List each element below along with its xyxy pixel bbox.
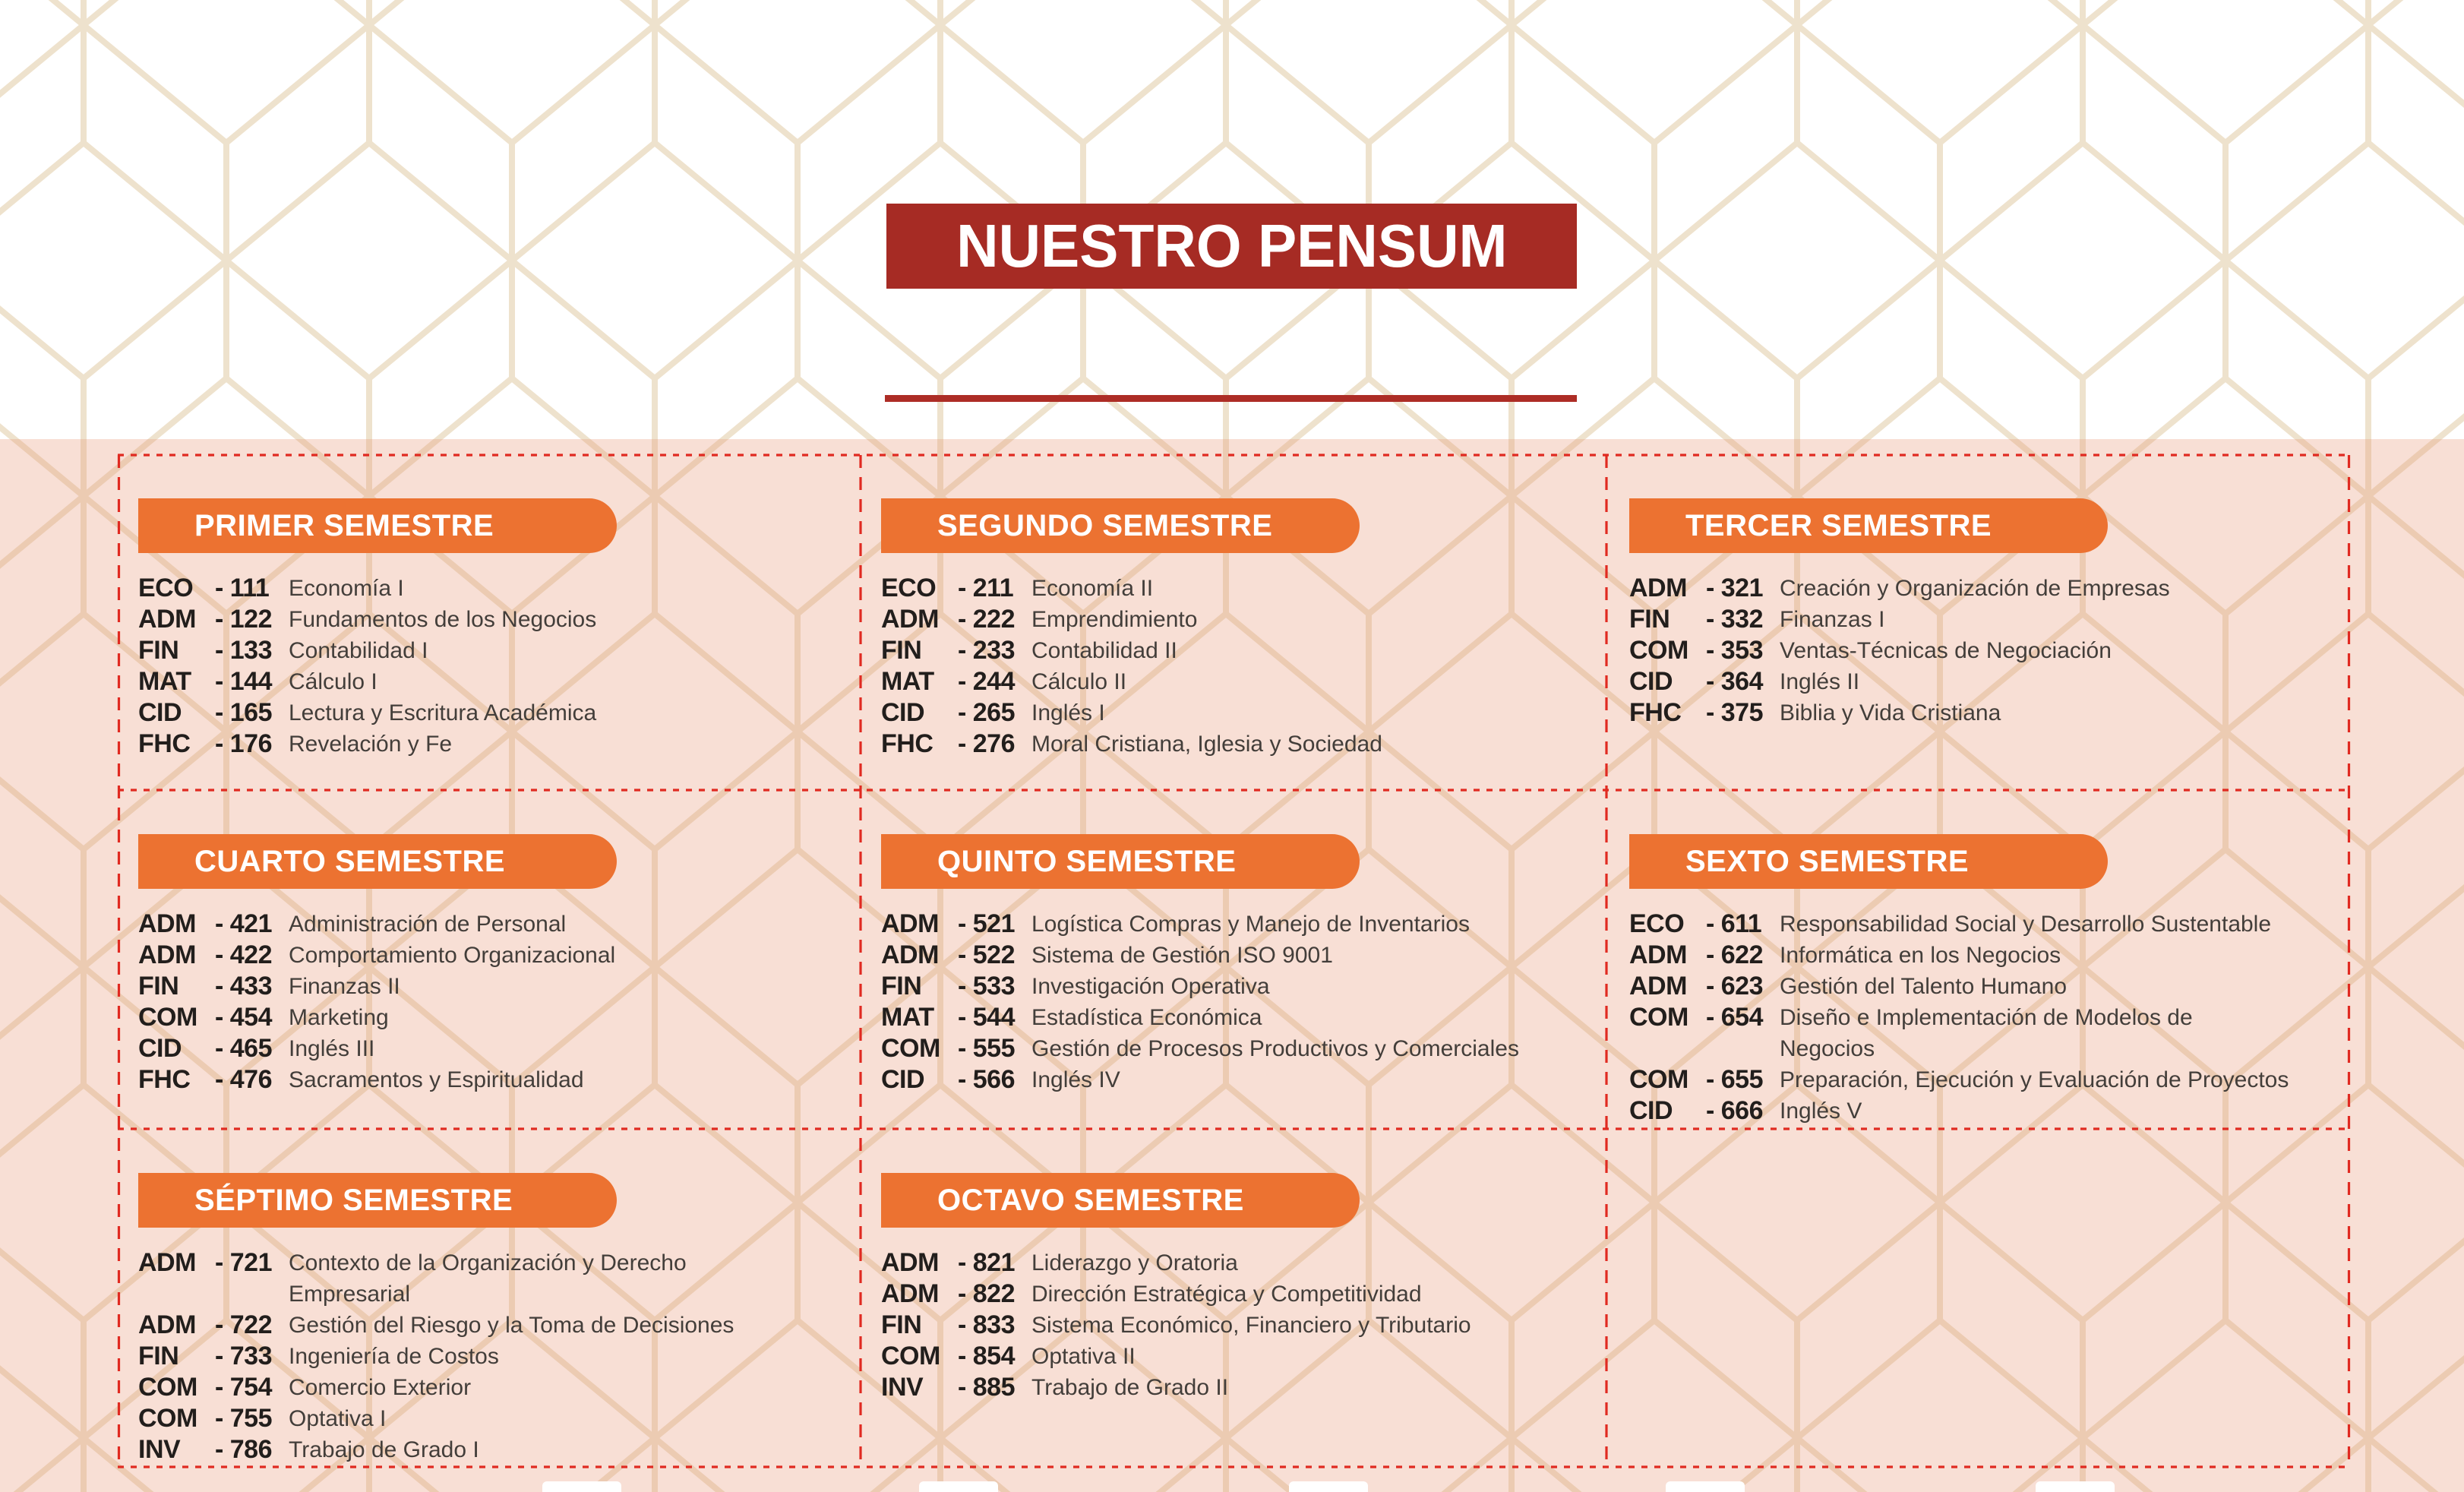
course-title: Trabajo de Grado I [289,1437,479,1462]
course-row [138,697,852,729]
course-title: Ventas-Técnicas de Negociación [1780,638,2112,663]
course-title: Trabajo de Grado II [1031,1375,1229,1400]
course-title-line-1: Contexto de la Organización y Derecho [289,1250,687,1275]
course-row [138,1247,852,1310]
course-code: CID [881,1065,925,1094]
course-code: ADM [1629,940,1687,969]
course-code: COM [881,1342,940,1370]
semester-5-header [881,834,1360,889]
course-title: Sacramentos y Espiritualidad [289,1067,584,1092]
course-number: - 476 [215,1065,272,1094]
course-code: ADM [138,1248,196,1277]
course-code: INV [138,1435,181,1464]
course-title: Economía II [1031,576,1154,601]
course-title: Contabilidad I [289,638,428,663]
course-number: - 421 [215,909,272,938]
course-title: Emprendimiento [1031,607,1198,632]
course-code: FHC [1629,698,1682,727]
course-title-line-2: Empresarial [289,1282,411,1307]
course-row [1629,971,2350,1002]
course-code: MAT [138,667,191,696]
course-title: Comercio Exterior [289,1375,472,1400]
course-title: Comportamiento Organizacional [289,943,616,968]
course-number: - 332 [1706,605,1763,634]
course-title: Ingeniería de Costos [289,1344,499,1369]
semester-2-title: SEGUNDO SEMESTRE [937,508,1273,542]
course-row [881,909,1595,940]
course-title: Inglés II [1780,669,1860,694]
course-number: - 622 [1706,940,1763,969]
course-number: - 211 [958,574,1014,602]
semester-8-header [881,1173,1360,1228]
course-code: ADM [881,940,939,969]
course-number: - 122 [215,605,272,634]
course-title: Optativa I [289,1406,387,1431]
course-row [1629,909,2350,940]
course-code: ADM [138,1310,196,1339]
course-title: Moral Cristiana, Iglesia y Sociedad [1031,732,1382,757]
course-number: - 623 [1706,972,1763,1000]
course-number: - 144 [215,667,272,696]
course-row [138,1403,852,1434]
semester-block-5 [881,834,1595,1095]
course-code: ADM [881,1279,939,1308]
semester-1-title: PRIMER SEMESTRE [194,508,494,542]
course-code: COM [138,1404,197,1433]
course-title: Optativa II [1031,1344,1136,1369]
course-code: FIN [138,1342,179,1370]
course-number: - 666 [1706,1096,1763,1125]
course-code: ADM [881,909,939,938]
course-row [881,573,1595,604]
bottom-tab [1289,1481,1368,1492]
semester-block-6 [1629,834,2350,1127]
course-number: - 465 [215,1034,272,1063]
course-code: CID [138,1034,182,1063]
course-row [881,697,1595,729]
course-number: - 544 [958,1003,1015,1032]
course-row [881,729,1595,760]
course-row [1629,1002,2350,1064]
semester-block-3 [1629,498,2350,729]
course-number: - 433 [215,972,272,1000]
course-number: - 133 [215,636,272,665]
course-title: Investigación Operativa [1031,974,1270,999]
course-row [138,1310,852,1341]
course-title: Gestión del Talento Humano [1780,974,2068,999]
semester-5-title: QUINTO SEMESTRE [937,844,1237,878]
semester-block-7 [138,1173,852,1465]
course-title: Revelación y Fe [289,732,453,757]
bottom-tab [1666,1481,1745,1492]
course-code: ADM [1629,972,1687,1000]
course-title: Liderazgo y Oratoria [1031,1250,1238,1275]
course-row [881,971,1595,1002]
course-code: COM [138,1373,197,1402]
course-code: CID [138,698,182,727]
course-row [138,729,852,760]
course-number: - 755 [215,1404,272,1433]
course-number: - 364 [1706,667,1763,696]
course-code: COM [1629,1003,1688,1032]
course-number: - 222 [958,605,1015,634]
course-number: - 733 [215,1342,272,1370]
course-row [1629,1095,2350,1127]
course-number: - 611 [1706,909,1762,938]
course-code: ADM [138,605,196,634]
course-code: FIN [881,972,922,1000]
semester-6-header [1629,834,2108,889]
course-code: MAT [881,667,934,696]
course-code: MAT [881,1003,934,1032]
course-title: Informática en los Negocios [1780,943,2061,968]
semester-4-title: CUARTO SEMESTRE [194,844,506,878]
course-row [138,573,852,604]
course-row [881,1064,1595,1095]
course-title: Marketing [289,1005,389,1030]
semester-block-4 [138,834,852,1095]
course-title: Gestión de Procesos Productivos y Comerciales [1031,1036,1519,1061]
course-code: COM [1629,1065,1688,1094]
semester-3-header [1629,498,2108,553]
course-title: Finanzas I [1780,607,1885,632]
course-row [1629,573,2350,604]
course-title: Cálculo II [1031,669,1127,694]
course-title: Cálculo I [289,669,377,694]
page-title: NUESTRO PENSUM [956,212,1508,280]
course-row [881,1247,1595,1279]
course-row [138,909,852,940]
course-title: Administración de Personal [289,912,567,937]
course-row [138,1341,852,1372]
course-code: COM [881,1034,940,1063]
course-title: Inglés V [1780,1098,1862,1124]
course-number: - 754 [215,1373,272,1402]
course-number: - 885 [958,1373,1015,1402]
semester-4-course-list [138,909,852,1095]
course-number: - 566 [958,1065,1015,1094]
course-row [138,1372,852,1403]
course-number: - 555 [958,1034,1015,1063]
course-title: Inglés III [289,1036,375,1061]
course-code: ADM [881,605,939,634]
course-title: Fundamentos de los Negocios [289,607,597,632]
course-number: - 786 [215,1435,272,1464]
course-title: Logística Compras y Manejo de Inventarios [1031,912,1470,937]
course-row [881,1002,1595,1033]
course-number: - 722 [215,1310,272,1339]
bottom-tab [2036,1481,2115,1492]
course-number: - 454 [215,1003,272,1032]
course-row [881,604,1595,635]
title-underline [885,395,1577,402]
course-code: COM [1629,636,1688,665]
course-row [138,1033,852,1064]
course-code: FHC [881,729,933,758]
semester-3-course-list [1629,573,2350,729]
course-number: - 111 [215,574,270,602]
course-title [289,1247,687,1310]
course-number: - 854 [958,1342,1015,1370]
semester-block-1 [138,498,852,760]
course-number: - 521 [958,909,1015,938]
course-row [881,1033,1595,1064]
course-title: Biblia y Vida Cristiana [1780,700,2001,725]
course-row [1629,666,2350,697]
semester-6-course-list [1629,909,2350,1127]
semester-block-8 [881,1173,1595,1403]
course-row [138,940,852,971]
course-title: Preparación, Ejecución y Evaluación de Proyectos [1780,1067,2289,1092]
course-title: Creación y Organización de Empresas [1780,576,2170,601]
course-title-line-2: Negocios [1780,1036,1875,1061]
semester-5-course-list [881,909,1595,1095]
course-code: ADM [138,940,196,969]
course-title: Economía I [289,576,404,601]
course-number: - 654 [1706,1003,1763,1032]
course-row [881,940,1595,971]
course-number: - 321 [1706,574,1763,602]
course-row [138,971,852,1002]
course-code: INV [881,1373,924,1402]
semester-2-header [881,498,1360,553]
course-title: Dirección Estratégica y Competitividad [1031,1282,1422,1307]
course-row [1629,940,2350,971]
bottom-tab [542,1481,621,1492]
semester-7-header [138,1173,617,1228]
course-number: - 353 [1706,636,1763,665]
course-code: FHC [138,729,191,758]
course-code: ADM [138,909,196,938]
course-row [881,635,1595,666]
course-number: - 833 [958,1310,1015,1339]
course-title: Lectura y Escritura Académica [289,700,597,725]
course-number: - 522 [958,940,1015,969]
course-row [138,1064,852,1095]
course-row [138,635,852,666]
course-number: - 721 [215,1248,272,1277]
course-code: FIN [881,636,922,665]
course-title-line-1: Diseño e Implementación de Modelos de [1780,1005,2193,1030]
course-code: ECO [1629,909,1685,938]
course-row [881,1279,1595,1310]
bottom-tab [919,1481,998,1492]
course-code: ADM [1629,574,1687,602]
course-row [138,604,852,635]
course-title: Inglés IV [1031,1067,1120,1092]
semester-3-title: TERCER SEMESTRE [1685,508,1992,542]
course-title: Finanzas II [289,974,400,999]
course-title: Inglés I [1031,700,1105,725]
course-title: Gestión del Riesgo y la Toma de Decisiones [289,1313,734,1338]
semester-4-header [138,834,617,889]
course-title: Sistema Económico, Financiero y Tributario [1031,1313,1471,1338]
course-row [138,666,852,697]
course-code: FIN [138,972,179,1000]
title-banner [886,204,1577,289]
course-number: - 176 [215,729,272,758]
course-row [1629,635,2350,666]
course-number: - 533 [958,972,1015,1000]
course-code: FHC [138,1065,191,1094]
course-number: - 265 [958,698,1015,727]
course-row [881,1372,1595,1403]
course-row [138,1434,852,1465]
course-row [1629,604,2350,635]
course-code: ECO [138,574,194,602]
course-code: CID [1629,667,1673,696]
course-number: - 822 [958,1279,1015,1308]
course-code: CID [1629,1096,1673,1125]
course-number: - 165 [215,698,272,727]
semester-7-course-list [138,1247,852,1465]
course-number: - 655 [1706,1065,1763,1094]
semester-7-title: SÉPTIMO SEMESTRE [194,1183,513,1217]
semester-8-course-list [881,1247,1595,1403]
course-title: Sistema de Gestión ISO 9001 [1031,943,1333,968]
semester-2-course-list [881,573,1595,760]
course-title: Contabilidad II [1031,638,1177,663]
course-code: ADM [881,1248,939,1277]
course-number: - 233 [958,636,1015,665]
course-row [881,1310,1595,1341]
course-number: - 276 [958,729,1015,758]
course-number: - 375 [1706,698,1763,727]
semester-6-title: SEXTO SEMESTRE [1685,844,1970,878]
course-title: Responsabilidad Social y Desarrollo Sustentable [1780,912,2272,937]
course-code: CID [881,698,925,727]
course-row [881,666,1595,697]
course-row [1629,1064,2350,1095]
course-number: - 821 [958,1248,1015,1277]
course-title [1780,1002,2193,1064]
course-code: COM [138,1003,197,1032]
course-row [138,1002,852,1033]
semester-8-title: OCTAVO SEMESTRE [937,1183,1244,1217]
course-code: FIN [1629,605,1670,634]
course-code: FIN [138,636,179,665]
course-code: ECO [881,574,937,602]
semester-1-course-list [138,573,852,760]
course-number: - 422 [215,940,272,969]
course-number: - 244 [958,667,1015,696]
semester-block-2 [881,498,1595,760]
course-title: Estadística Económica [1031,1005,1262,1030]
course-row [881,1341,1595,1372]
course-code: FIN [881,1310,922,1339]
course-row [1629,697,2350,729]
semester-1-header [138,498,617,553]
